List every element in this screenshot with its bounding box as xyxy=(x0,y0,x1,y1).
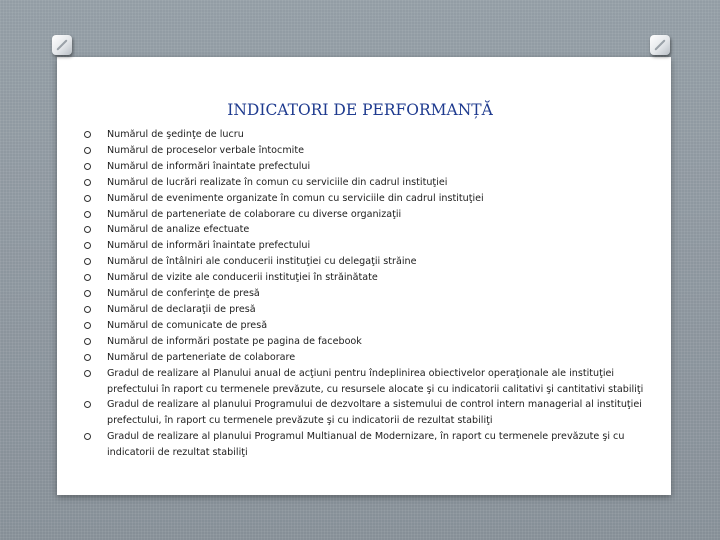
bullet-icon xyxy=(84,401,91,408)
list-item-text: Gradul de realizare al planului Programului de dezvoltare a sistemului de control intern managerial al instituţiei prefectului, în raport cu termenele prevăzute şi cu indicatorii de rezultat stabiliţi xyxy=(107,399,642,427)
list-item-text: Numărul de declaraţii de presă xyxy=(107,303,256,315)
bullet-icon xyxy=(84,242,91,249)
list-item-text: Numărul de informări înaintate prefectului xyxy=(107,240,311,252)
list-item xyxy=(82,207,652,223)
indicator-list xyxy=(82,127,652,461)
list-item xyxy=(82,222,652,238)
list-item xyxy=(82,254,652,270)
list-item xyxy=(82,429,652,461)
list-item-text: Numărul de informări postate pe pagina de facebook xyxy=(107,335,362,347)
bullet-icon xyxy=(84,179,91,186)
list-item-text: Gradul de realizare al Planului anual de acţiuni pentru îndeplinirea obiectivelor operaţionale ale instituţiei prefectului în raport cu termenele prevăzute, cu resursele alocate şi cu indicatorii calitativi şi cantitativi stabiliţi xyxy=(107,367,644,395)
bullet-icon xyxy=(84,258,91,265)
bullet-icon xyxy=(84,226,91,233)
bullet-icon xyxy=(84,163,91,170)
list-item-text: Numărul de conferinţe de presă xyxy=(107,288,260,300)
bullet-icon xyxy=(84,211,91,218)
slide-title: INDICATORI DE PERFORMANȚĂ xyxy=(227,101,493,119)
list-item xyxy=(82,366,652,398)
list-item-text: Numărul de parteneriate de colaborare xyxy=(107,351,296,363)
list-item xyxy=(82,302,652,318)
pin-top-left-icon xyxy=(52,35,72,55)
list-item xyxy=(82,397,652,429)
list-item-text: Numărul de comunicate de presă xyxy=(107,319,268,331)
bullet-icon xyxy=(84,147,91,154)
list-item-text: Numărul de evenimente organizate în comun cu serviciile din cadrul instituţiei xyxy=(107,192,484,204)
bullet-icon xyxy=(84,274,91,281)
list-item-text: Numărul de şedinţe de lucru xyxy=(107,129,244,140)
list-item xyxy=(82,334,652,350)
list-item xyxy=(82,175,652,191)
bullet-icon xyxy=(84,354,91,361)
list-item xyxy=(82,350,652,366)
bullet-icon xyxy=(84,131,91,138)
bullet-icon xyxy=(84,322,91,329)
list-item-text: Numărul de lucrări realizate în comun cu serviciile din cadrul instituţiei xyxy=(107,176,448,188)
list-item xyxy=(82,143,652,159)
list-item xyxy=(82,286,652,302)
list-item xyxy=(82,270,652,286)
list-item-text: Numărul de proceselor verbale întocmite xyxy=(107,144,304,156)
bullet-icon xyxy=(84,306,91,313)
list-item-text: Numărul de vizite ale conducerii instituţiei în străinătate xyxy=(107,272,378,284)
list-item-text: Numărul de întâlniri ale conducerii instituţiei cu delegaţii străine xyxy=(107,256,417,268)
bullet-icon xyxy=(84,290,91,297)
bullet-icon xyxy=(84,338,91,345)
bullet-icon xyxy=(84,195,91,202)
list-item xyxy=(82,191,652,207)
pin-top-right-icon xyxy=(650,35,670,55)
list-item xyxy=(82,127,652,143)
list-item-text: Numărul de parteneriate de colaborare cu diverse organizaţii xyxy=(107,208,402,220)
list-item xyxy=(82,159,652,175)
list-item-text: Gradul de realizare al planului Programul Multianual de Modernizare, în raport cu termenele prevăzute şi cu indicatorii de rezultat stabiliţi xyxy=(107,431,625,459)
list-item-text: Numărul de analize efectuate xyxy=(107,224,250,236)
list-item-text: Numărul de informări înaintate prefectului xyxy=(107,160,311,172)
list-item xyxy=(82,318,652,334)
bullet-icon xyxy=(84,370,91,377)
list-item xyxy=(82,238,652,254)
bullet-icon xyxy=(84,433,91,440)
